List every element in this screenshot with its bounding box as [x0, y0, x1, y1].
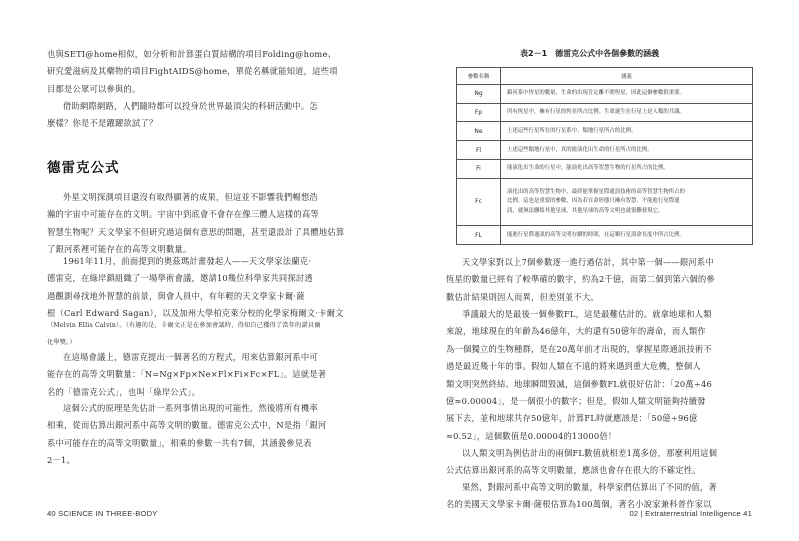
paragraph-fl-uncertainty: 以人類文明為例估計出的兩個FL數值就相差1萬多倍，那麼利用這個 公式估算出銀河系的高等文明數量，應該也會存在很大的不確定性。	[446, 448, 718, 476]
paragraph-folding-at-home: 也與SETI@home相似，如分析和計算蛋白質結構的項目Folding@home、 研究愛滋病及其藥物的項目FightAIDS@home，單從名稱就能知道，這些項 目都是公眾可以參與的。	[47, 49, 338, 94]
parameter-symbol: FL	[457, 226, 501, 245]
column-header-meaning: 涵義	[501, 68, 753, 85]
parameter-symbol: Ne	[457, 122, 501, 141]
paragraph-fl-debate: 爭議最大的是最後一個參數FL，這是最難估計的。就拿地球和人類 來說，地球現在的年齡為46億年，大約還有50億年的壽命，而人類作 為一個獨立的生物種群，是在20萬年前才出現的，掌握星際通訊技術不 過是最近幾十年的事。假如人類在不遠的將來遇到重大危機，整個人 類文明突然終結、地球瞬間毀滅，這個參數FL就很好估計：「20萬÷46 億≈0.00004」，是一個很小的數字；但是，假如人類文明能夠持續發 展下去，並和地球共存50億年，計算FL時就應該是：「50億÷96億 ≈0.52」，這個數值是0.00004的13000倍！	[446, 309, 713, 441]
paragraph-calvin-note: （Melvin Ellis Calvin）。（有趣的是，卡爾文正是在參加會議時，得知自己獲得了當年的諾貝爾 化學獎。）	[47, 322, 321, 347]
table-header-row	[457, 68, 753, 85]
paragraph-formula-principle: 這個公式的原理是先估計一系列事情出現的可能性，然後將所有機率 相乘，從而估算出銀河系中高等文明的數量。德雷克公式中，N是指「銀河 系中可能存在的高等文明數量」，相乘的參數一共有7個，其涵義參見表 2－1。	[47, 403, 327, 466]
table-row	[457, 85, 753, 104]
section-title: 德雷克公式	[47, 160, 120, 176]
table-row	[457, 159, 753, 178]
parameter-meaning: 銀河系中恆星的數量，生命的出現肯定離不開恆星，因此這個參數很重要。	[501, 85, 753, 104]
parameter-meaning: 上述這些類地行星中，真的能演化出生命的行星所占的比例。	[501, 141, 753, 160]
parameter-symbol: Fl	[457, 141, 501, 160]
parameter-meaning: 上述這些行星所在的行星系中，類地行星所占的比例。	[501, 122, 753, 141]
left-page	[0, 0, 399, 541]
parameter-meaning: 能演化出生命的行星中，能演化出高等智慧生物的行星所占的比例。	[501, 159, 753, 178]
parameter-symbol: Ng	[457, 85, 501, 104]
table-row	[457, 122, 753, 141]
paragraph-green-bank-meeting: 1961年11月，前面提到的奧茲瑪計畫發起人——天文學家法蘭克· 德雷克，在綠岸鎮組織了一場學術會議，邀請10幾位科學家共同探討透 過觀測尋找地外智慧的前景，與會人員中，有年輕的天文學家卡爾·薩 根（Carl Edward Sagan），以及加州大學柏克萊分校的化學家梅爾文·卡爾文	[47, 256, 344, 319]
table-row	[457, 141, 753, 160]
paragraph-drake-equation: 在這場會議上，德雷克提出一個著名的方程式，用來估算銀河系中可 能存在的高等文明數量：「N=Ng×Fp×Ne×Fl×Fi×Fc×FL」。這就是著 名的「德雷克公式」，也叫「綠岸公式」。	[47, 352, 327, 397]
parameter-meaning: 能進行星際通訊的高等文明存續的時間，在這顆行星壽命長度中所占比例。	[501, 226, 753, 245]
parameter-symbol: Fc	[457, 178, 501, 226]
parameter-meaning: 所有恆星中，擁有行星的恆星所占比例。生命誕生在行星上是人類的共識。	[501, 103, 753, 122]
paragraph-seti-intro: 外星文明探測項目還沒有取得顯著的成果，但這並不影響我們暢想浩 瀚的宇宙中可能存在的文明。宇宙中到底會不會存在像三體人這樣的高等 智慧生物呢？天文學家不但研究過這個有意思的問題，甚至還設計了具體地估算 了銀河系裡可能存在的高等文明數量。	[47, 192, 345, 255]
parameter-meaning: 演化出的高等智慧生物中，最終能掌握星際通訊技術的高等智慧生物所占的 比例。這也是重要的參數，因為若在命形態只擁有智慧、不能進行星際通 訊，就無法聯絡其他星球，其他星球的高等文明也就很難發現它。	[501, 178, 753, 226]
table-caption: 表2－1 德雷克公式中各個參數的涵義	[520, 49, 660, 58]
table-row	[457, 226, 753, 245]
column-header-parameter: 參數名稱	[457, 68, 501, 85]
paragraph-internet-research: 借助網際網路，人們隨時都可以投身於世界最頂尖的科研活動中。怎 麼樣？你是不是躍躍欲試了？	[47, 101, 318, 129]
table-row	[457, 178, 753, 226]
parameter-symbol: Fp	[457, 103, 501, 122]
page-footer-left: 40 SCIENCE IN THREE-BODY	[47, 509, 158, 518]
page-footer-right: 02 | Extraterrestrial Intelligence 41	[629, 509, 752, 518]
parameter-symbol: Fi	[457, 159, 501, 178]
table-row	[457, 103, 753, 122]
paragraph-sagan-estimate: 果然，對銀河系中高等文明的數量，科學家們估算出了不同的值，著 名的美國天文學家卡爾·薩根估算為100萬個，著名小說家兼科普作家以	[446, 482, 717, 510]
paragraph-parameter-estimates: 天文學家對以上7個參數逐一進行過估計，其中第一個——銀河系中 恆星的數量已經有了較準確的數字，約為2千億，而第二個到第六個的參 數估計結果則因人而異，但差別並不大。	[446, 257, 715, 302]
drake-parameters-table	[456, 67, 753, 245]
